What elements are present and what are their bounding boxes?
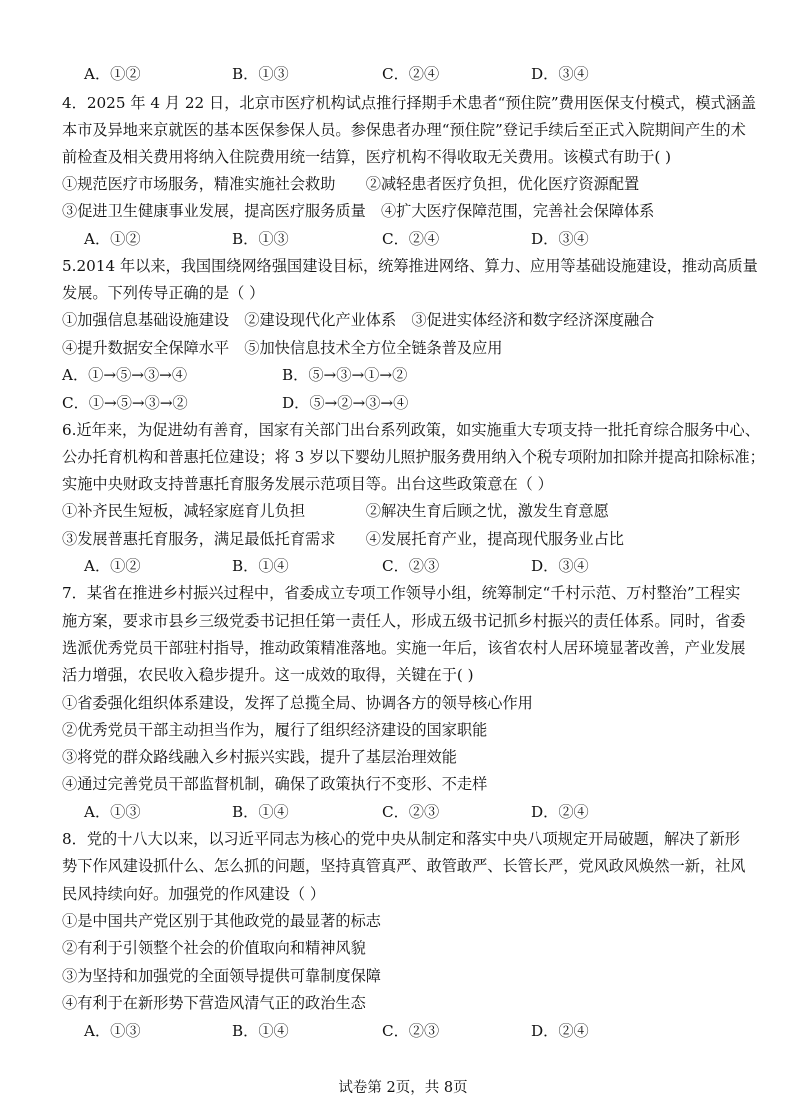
q5-option-a: A．①→⑤→③→④ [62, 366, 188, 384]
q7-statement-line: ③将党的群众路线融入乡村振兴实践，提升了基层治理效能 [62, 748, 457, 766]
q4-stem-line: 4．2025 年 4 月 22 日，北京市医疗机构试点推行择期手术患者“预住院”费用医保支付模式，模式涵盖 [62, 94, 757, 112]
q7-statement-line: ①省委强化组织体系建设，发挥了总揽全局、协调各方的领导核心作用 [62, 694, 533, 712]
q8-statement-line: ③为坚持和加强党的全面领导提供可靠制度保障 [62, 967, 381, 985]
q7-option-a: A．①③ [84, 803, 141, 821]
q8-stem-line: 民风持续向好。加强党的作风建设（ ） [62, 885, 326, 903]
q8-option-a: A．①③ [84, 1022, 141, 1040]
q8-option-d: D．②④ [531, 1022, 589, 1040]
page-footer: 试卷第 2页，共 8页 [338, 1080, 468, 1096]
q5-options-row2 [62, 392, 752, 414]
q6-option-a: A．①② [84, 557, 141, 575]
q4-option-a: A．①② [84, 230, 141, 248]
q8-options [84, 1020, 774, 1042]
q6-option-d: D．③④ [531, 557, 589, 575]
q6-stem-line: 实施中央财政支持普惠托育服务发展示范项目等。出台这些政策意在（ ） [62, 475, 553, 493]
q5-stem-line: 发展。下列传导正确的是（ ） [62, 284, 265, 302]
q7-stem-line: 7．某省在推进乡村振兴过程中，省委成立专项工作领导小组，统筹制定“千村示范、万村整治”工程实 [62, 584, 741, 602]
q5-option-b: B．⑤→③→①→② [282, 366, 408, 384]
q3-option-a: A．①② [84, 65, 141, 83]
q4-option-c: C．②④ [382, 230, 440, 248]
q4-options [84, 228, 774, 250]
q7-statement-line: ②优秀党员干部主动担当作为，履行了组织经济建设的国家职能 [62, 721, 488, 739]
q7-statement-line: ④通过完善党员干部监督机制，确保了政策执行不变形、不走样 [62, 775, 488, 793]
q4-stem-line: 本市及异地来京就医的基本医保参保人员。参保患者办理“预住院”登记手续后至正式入院期间产生的术 [62, 121, 746, 139]
q7-stem-line: 活力增强，农民收入稳步提升。这一成效的取得，关键在于( ) [62, 666, 474, 684]
q7-stem-line: 选派优秀党员干部驻村指导，推动政策精准落地。实施一年后，该省农村人居环境显著改善，产业发展 [62, 639, 746, 657]
q5-options-row1 [62, 364, 752, 386]
q3-option-d: D．③④ [531, 65, 589, 83]
q6-option-b: B．①④ [232, 557, 289, 575]
q6-stem-line: 公办托育机构和普惠托位建设；将 3 岁以下婴幼儿照护服务费用纳入个税专项附加扣除并提高扣除标准； [62, 448, 765, 466]
q7-option-d: D．②④ [531, 803, 589, 821]
q4-stem-line: 前检查及相关费用将纳入住院费用统一结算，医疗机构不得收取无关费用。该模式有助于( ) [62, 148, 671, 166]
q4-statement-line: ③促进卫生健康事业发展，提高医疗服务质量 ④扩大医疗保障范围，完善社会保障体系 [62, 202, 655, 220]
q4-statement-line: ①规范医疗市场服务，精准实施社会救助 ②减轻患者医疗负担，优化医疗资源配置 [62, 175, 640, 193]
q8-option-c: C．②③ [382, 1022, 440, 1040]
q6-statement-line: ③发展普惠托育服务，满足最低托育需求 ④发展托育产业，提高现代服务业占比 [62, 530, 624, 548]
q8-statement-line: ②有利于引领整个社会的价值取向和精神风貌 [62, 939, 366, 957]
q4-option-b: B．①③ [232, 230, 289, 248]
q6-option-c: C．②③ [382, 557, 440, 575]
q5-option-d: D．⑤→②→③→④ [282, 394, 409, 412]
q5-stem-line: 5.2014 年以来，我国围绕网络强国建设目标，统筹推进网络、算力、应用等基础设施建设，推动高质量 [62, 257, 758, 275]
q8-stem-line: 8．党的十八大以来，以习近平同志为核心的党中央从制定和落实中央八项规定开局破题，解决了新形 [62, 830, 740, 848]
q8-statement-line: ①是中国共产党区别于其他政党的最显著的标志 [62, 912, 381, 930]
q3-option-c: C．②④ [382, 65, 440, 83]
q6-options [84, 555, 774, 577]
q7-options [84, 801, 774, 823]
q5-statement-line: ④提升数据安全保障水平 ⑤加快信息技术全方位全链条普及应用 [62, 339, 503, 357]
q7-stem-line: 施方案，要求市县乡三级党委书记担任第一责任人，形成五级书记抓乡村振兴的责任体系。同时，省委 [62, 612, 746, 630]
q6-statement-line: ①补齐民生短板，减轻家庭育儿负担 ②解决生育后顾之忧，激发生育意愿 [62, 502, 609, 520]
q8-option-b: B．①④ [232, 1022, 289, 1040]
q4-option-d: D．③④ [531, 230, 589, 248]
q6-stem-line: 6.近年来，为促进幼有善育，国家有关部门出台系列政策，如实施重大专项支持一批托育综合服务中心、 [62, 421, 760, 439]
q8-statement-line: ④有利于在新形势下营造风清气正的政治生态 [62, 994, 366, 1012]
q5-statement-line: ①加强信息基础设施建设 ②建设现代化产业体系 ③促进实体经济和数字经济深度融合 [62, 311, 655, 329]
q7-option-b: B．①④ [232, 803, 289, 821]
q3-option-b: B．①③ [232, 65, 289, 83]
q3-options [84, 63, 774, 85]
q8-stem-line: 势下作风建设抓什么、怎么抓的问题，坚持真管真严、敢管敢严、长管长严，党风政风焕然一新，社风 [62, 857, 746, 875]
q5-option-c: C．①→⑤→③→② [62, 394, 188, 412]
q7-option-c: C．②③ [382, 803, 440, 821]
